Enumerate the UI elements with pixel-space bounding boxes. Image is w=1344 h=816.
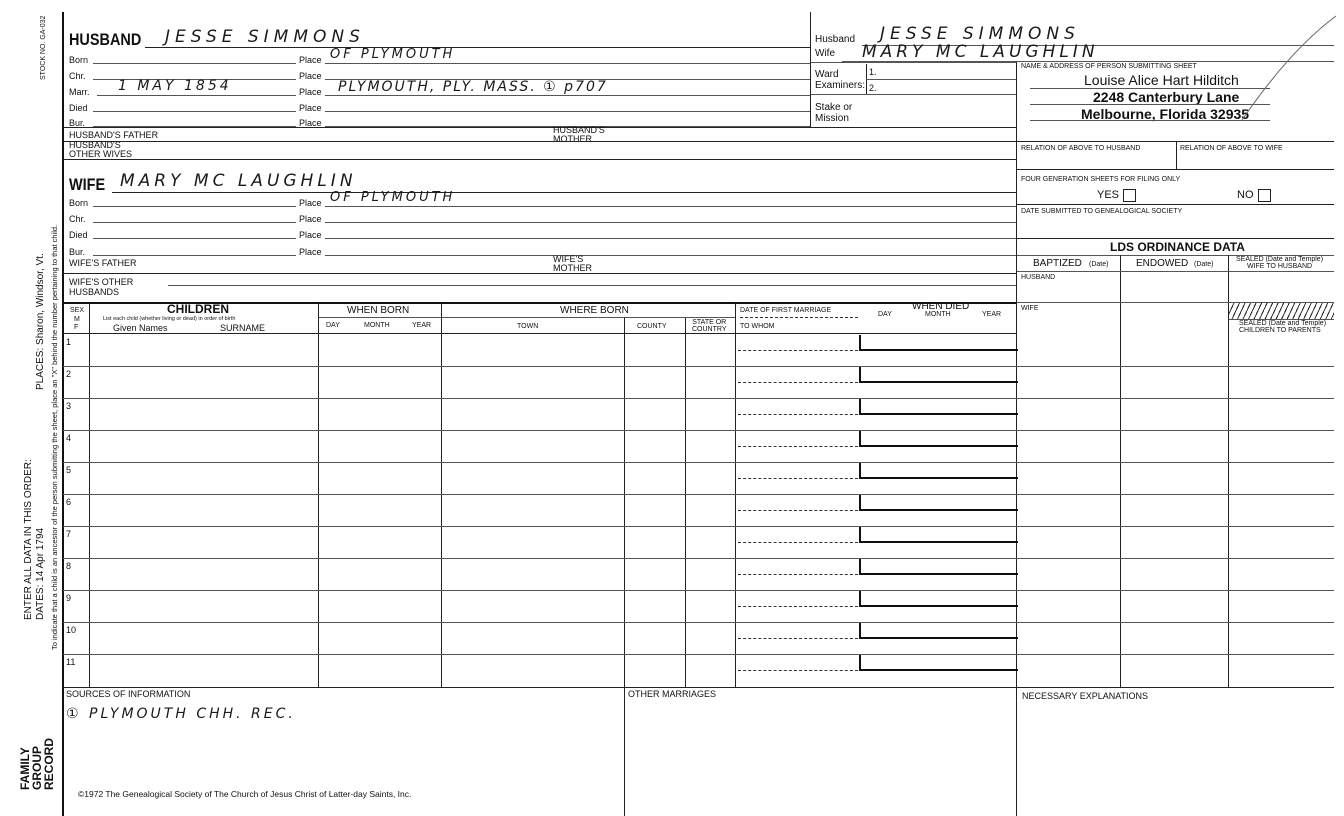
submitter-label: NAME & ADDRESS OF PERSON SUBMITTING SHEET [1021, 63, 1197, 70]
marriage-date-divider [738, 414, 858, 415]
when-died-box [859, 367, 1018, 383]
tr-wife-label: Wife [815, 48, 835, 59]
born-month-label: MONTH [364, 322, 390, 329]
sex-f-label: F [74, 324, 79, 331]
when-died-label: WHEN DIED [912, 301, 970, 312]
husband-marr-date: 1 MAY 1854 [118, 78, 232, 94]
stock-number: STOCK NO. GA-032 [40, 15, 47, 80]
town-label: TOWN [517, 323, 539, 330]
husband-born-place: OF PLYMOUTH [330, 47, 456, 62]
when-died-box [859, 559, 1018, 575]
marriage-date-divider [738, 478, 858, 479]
child-row-number: 8 [66, 561, 72, 571]
pencil-stroke [1230, 10, 1340, 130]
stake-mission-label: Stake or Mission [815, 102, 853, 124]
husband-name: JESSE SIMMONS [165, 27, 365, 47]
row-divider [63, 558, 1334, 559]
husband-died-label: Died [69, 103, 88, 113]
child-row-number: 6 [66, 497, 72, 507]
husband-died-place-label: Place [299, 103, 322, 113]
state-country-label: STATE OR COUNTRY [692, 319, 727, 333]
tr-wife-value: MARY MC LAUGHLIN [862, 42, 1099, 62]
husband-born-place-label: Place [299, 55, 322, 65]
top-divider [810, 12, 811, 128]
husband-chr-label: Chr. [69, 71, 86, 81]
marriage-date-divider [738, 446, 858, 447]
husband-bur-place-label: Place [299, 118, 322, 128]
sources-label: SOURCES OF INFORMATION [66, 689, 191, 699]
given-names-label: Given Names [113, 323, 168, 333]
child-row-number: 3 [66, 401, 72, 411]
child-row-number: 9 [66, 593, 72, 603]
husband-bur-label: Bur. [69, 118, 86, 128]
wife-other-husbands-label: WIFE'S OTHER HUSBANDS [69, 277, 134, 297]
born-day-label: DAY [326, 322, 340, 329]
where-born-label: WHERE BORN [560, 305, 629, 316]
lds-title: LDS ORDINANCE DATA [1110, 240, 1245, 254]
left-border [62, 12, 64, 816]
examiner-2-label: 2. [869, 83, 877, 93]
baptized-label: BAPTIZED [1033, 258, 1082, 269]
wife-heading: WIFE [69, 175, 106, 194]
relation-wife-label: RELATION OF ABOVE TO WIFE [1180, 145, 1283, 152]
surname-label: SURNAME [220, 323, 266, 333]
when-died-box [859, 495, 1018, 511]
row-divider [63, 430, 1334, 431]
row-divider [63, 366, 1334, 367]
husband-marr-place-label: Place [299, 87, 322, 97]
husband-marr-place: PLYMOUTH, PLY. MASS. ① p707 [338, 79, 608, 95]
wife-born-place-label: Place [299, 198, 322, 208]
to-whom-label: TO WHOM [740, 323, 775, 330]
when-died-box [859, 431, 1018, 447]
tr-husband-value: JESSE SIMMONS [880, 24, 1080, 44]
marriage-date-divider [738, 350, 858, 351]
child-row-number: 4 [66, 433, 72, 443]
born-year-label: YEAR [412, 322, 432, 329]
when-died-box [859, 655, 1018, 671]
wife-father-label: WIFE'S FATHER [69, 258, 137, 268]
sealed-children-label: SEALED (Date and Temple) CHILDREN TO PARENTS [1239, 320, 1327, 334]
lds-wife-label: WIFE [1021, 305, 1039, 312]
submitter-address-1: 2248 Canterbury Lane [1093, 89, 1240, 105]
child-row-number: 7 [66, 529, 72, 539]
row-divider [63, 590, 1334, 591]
sex-m-label: M [74, 316, 80, 323]
lds-husband-label: HUSBAND [1021, 274, 1056, 281]
date-submitted-label: DATE SUBMITTED TO GENEALOGICAL SOCIETY [1021, 208, 1183, 215]
marriage-date-divider [738, 510, 858, 511]
children-title: CHILDREN [167, 302, 229, 316]
children-instructions: List each child (whether living or dead) in order of birth [103, 316, 236, 322]
when-died-box [859, 623, 1018, 639]
marriage-date-divider [738, 382, 858, 383]
husband-other-wives-label: HUSBAND'S OTHER WIVES [69, 140, 133, 159]
submitter-name: Louise Alice Hart Hilditch [1084, 72, 1239, 88]
when-died-box [859, 527, 1018, 543]
row-divider [63, 654, 1334, 655]
sex-label: SEX [70, 307, 85, 314]
marriage-date-divider [738, 542, 858, 543]
endowed-label: ENDOWED [1136, 258, 1189, 269]
when-died-box [859, 591, 1018, 607]
submitter-address-2: Melbourne, Florida 32935 [1081, 106, 1250, 122]
husband-mother-label: HUSBAND'S MOTHER [553, 125, 605, 144]
row-divider [63, 494, 1334, 495]
explanations-label: NECESSARY EXPLANATIONS [1022, 691, 1149, 701]
relation-husband-label: RELATION OF ABOVE TO HUSBAND [1021, 145, 1141, 152]
copyright: ©1972 The Genealogical Society of The Church of Jesus Christ of Latter-day Saints, Inc. [78, 789, 412, 799]
died-day-label: DAY [878, 311, 892, 318]
when-died-box [859, 463, 1018, 479]
examiner-1-label: 1. [869, 67, 877, 77]
husband-born-label: Born [69, 55, 89, 65]
wife-born-label: Born [69, 198, 89, 208]
when-died-box [859, 399, 1018, 415]
four-gen-label: FOUR GENERATION SHEETS FOR FILING ONLY [1021, 176, 1181, 183]
endowed-date-label: (Date) [1194, 261, 1214, 268]
wife-died-label: Died [69, 230, 88, 240]
wife-chr-label: Chr. [69, 214, 86, 224]
when-born-label: WHEN BORN [347, 305, 410, 316]
places-hint: PLACES: Sharon, Windsor, Vt. [35, 253, 46, 390]
child-row-number: 2 [66, 369, 72, 379]
examiners-label: Examiners: [815, 80, 866, 91]
row-divider [63, 462, 1334, 463]
sealed-wife-label: SEALED (Date and Temple) WIFE TO HUSBAND [1236, 256, 1324, 270]
wife-bur-place-label: Place [299, 247, 322, 257]
child-row-number: 1 [66, 337, 72, 347]
four-gen-no-label: NO [1237, 189, 1254, 201]
dates-hint: DATES: 14 Apr 1794 [35, 527, 46, 620]
wife-bur-label: Bur. [69, 247, 86, 257]
ancestor-instructions: To indicate that a child is an ancestor of the person submitting the sheet, place an "X" behind the number pertaining to that child. [50, 224, 59, 650]
family-group-record-title: FAMILY GROUP RECORD [18, 737, 56, 790]
first-marriage-label: DATE OF FIRST MARRIAGE [740, 307, 832, 314]
husband-marr-label: Marr. [69, 87, 90, 97]
marriage-date-divider [738, 670, 858, 671]
baptized-date-label: (Date) [1089, 261, 1109, 268]
marriage-date-divider [738, 638, 858, 639]
sources-value: ① PLYMOUTH CHH. REC. [66, 706, 296, 722]
marriage-date-divider [738, 606, 858, 607]
four-gen-yes-label: YES [1097, 189, 1120, 201]
wife-born-place: OF PLYMOUTH [330, 190, 456, 205]
died-month-label: MONTH [925, 311, 951, 318]
child-row-number: 11 [66, 657, 76, 667]
wife-died-place-label: Place [299, 230, 322, 240]
wife-name: MARY MC LAUGHLIN [120, 171, 357, 191]
wife-mother-label: WIFE'S MOTHER [553, 254, 592, 273]
row-divider [63, 526, 1334, 527]
wife-chr-place-label: Place [299, 214, 322, 224]
four-gen-no-checkbox[interactable] [1258, 189, 1271, 202]
ward-label: Ward [815, 69, 839, 80]
husband-chr-place-label: Place [299, 71, 322, 81]
child-row-number: 5 [66, 465, 72, 475]
child-row-number: 10 [66, 625, 77, 635]
hatched-cell [1229, 303, 1334, 319]
other-marriages-label: OTHER MARRIAGES [628, 689, 717, 699]
county-label: COUNTY [637, 323, 667, 330]
four-gen-yes-checkbox[interactable] [1123, 189, 1136, 202]
marriage-date-divider [738, 574, 858, 575]
row-divider [63, 622, 1334, 623]
tr-husband-label: Husband [815, 34, 856, 45]
husband-heading: HUSBAND [69, 30, 142, 49]
husband-father-label: HUSBAND'S FATHER [69, 130, 159, 140]
row-divider [63, 398, 1334, 399]
died-year-label: YEAR [982, 311, 1002, 318]
when-died-box [859, 335, 1018, 351]
enter-all-hint: ENTER ALL DATA IN THIS ORDER: [23, 459, 34, 620]
